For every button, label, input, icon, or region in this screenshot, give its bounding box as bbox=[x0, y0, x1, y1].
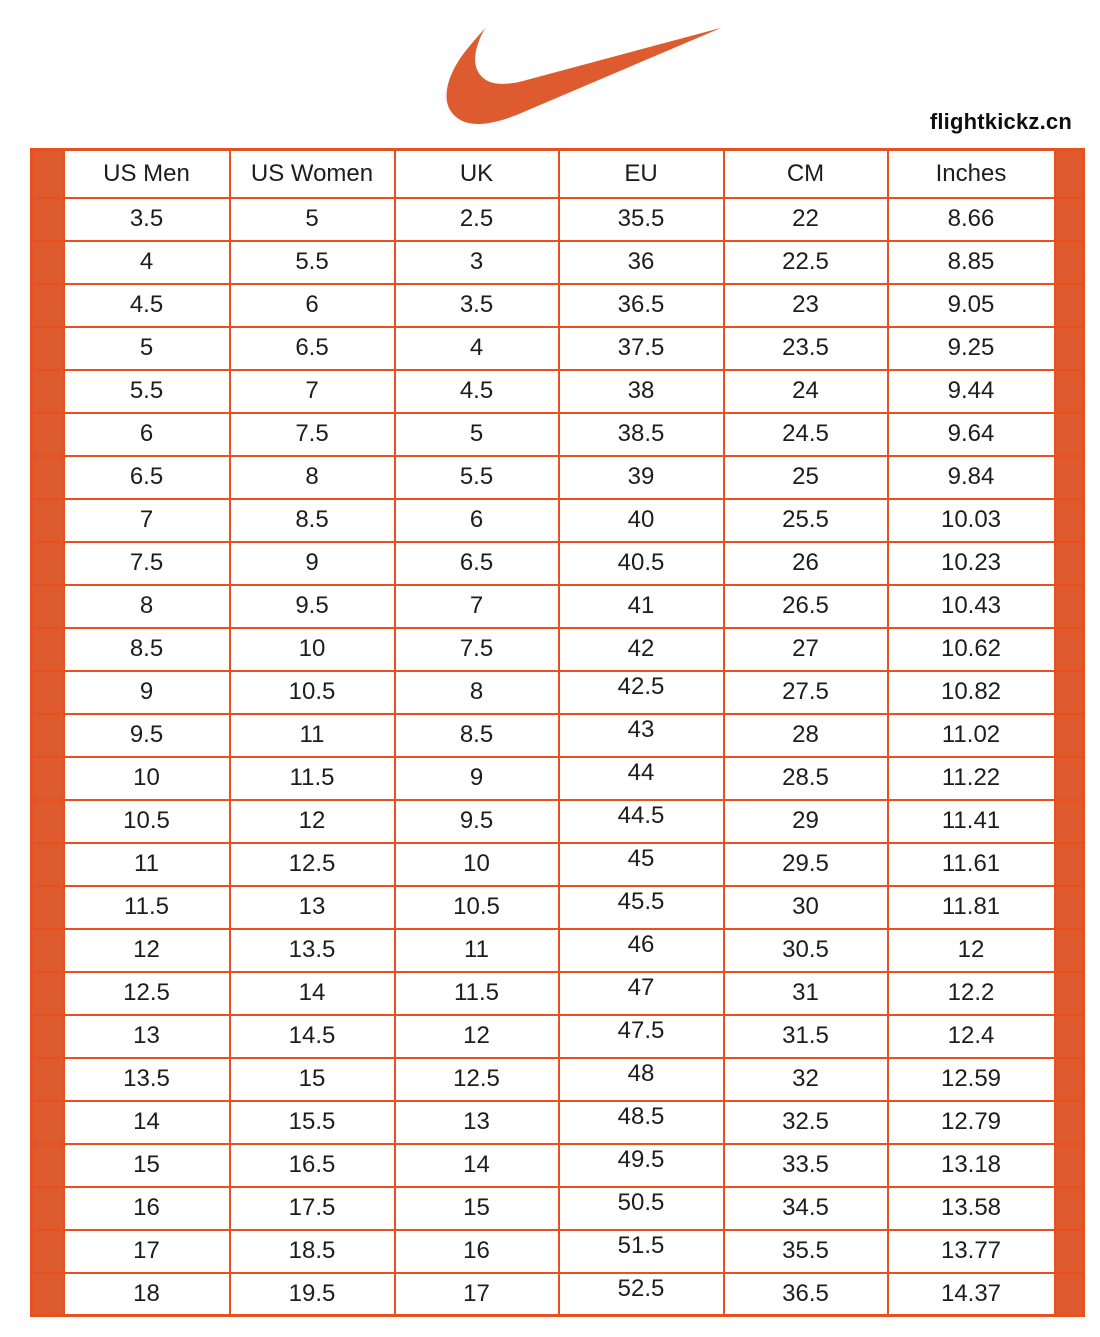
size-cell-us-women: 15.5 bbox=[230, 1101, 395, 1144]
size-cell-inches: 13.58 bbox=[888, 1187, 1055, 1230]
size-cell-us-men: 13.5 bbox=[64, 1058, 230, 1101]
size-cell-cm: 30 bbox=[724, 886, 888, 929]
size-cell-us-men: 6 bbox=[64, 413, 230, 456]
size-cell-eu: 35.5 bbox=[559, 198, 724, 241]
size-cell-cm: 35.5 bbox=[724, 1230, 888, 1273]
size-cell-cm: 22 bbox=[724, 198, 888, 241]
size-cell-uk: 11.5 bbox=[395, 972, 559, 1015]
size-cell-inches: 13.18 bbox=[888, 1144, 1055, 1187]
size-cell-us-women: 16.5 bbox=[230, 1144, 395, 1187]
size-cell-cm: 23.5 bbox=[724, 327, 888, 370]
size-cell-us-men: 17 bbox=[64, 1230, 230, 1273]
left-accent-bar-cell bbox=[32, 370, 64, 413]
size-cell-inches: 12.4 bbox=[888, 1015, 1055, 1058]
left-accent-bar-cell bbox=[32, 1187, 64, 1230]
right-accent-bar-cell bbox=[1055, 284, 1084, 327]
size-cell-uk: 3 bbox=[395, 241, 559, 284]
size-row bbox=[32, 1144, 1084, 1187]
left-accent-bar bbox=[32, 150, 64, 198]
size-cell-inches: 9.05 bbox=[888, 284, 1055, 327]
size-cell-inches: 9.44 bbox=[888, 370, 1055, 413]
size-cell-us-women: 12.5 bbox=[230, 843, 395, 886]
size-cell-uk: 8.5 bbox=[395, 714, 559, 757]
size-cell-cm: 27 bbox=[724, 628, 888, 671]
size-cell-cm: 22.5 bbox=[724, 241, 888, 284]
column-header-cm: CM bbox=[724, 150, 888, 198]
size-cell-cm: 31.5 bbox=[724, 1015, 888, 1058]
size-row bbox=[32, 241, 1084, 284]
left-accent-bar-cell bbox=[32, 1101, 64, 1144]
size-cell-uk: 16 bbox=[395, 1230, 559, 1273]
right-accent-bar-cell bbox=[1055, 413, 1084, 456]
size-cell-us-women: 6 bbox=[230, 284, 395, 327]
size-cell-uk: 8 bbox=[395, 671, 559, 714]
size-cell-us-men: 11.5 bbox=[64, 886, 230, 929]
size-cell-us-men: 12 bbox=[64, 929, 230, 972]
size-cell-us-women: 13 bbox=[230, 886, 395, 929]
size-row bbox=[32, 1015, 1084, 1058]
size-cell-us-women: 18.5 bbox=[230, 1230, 395, 1273]
size-cell-us-men: 13 bbox=[64, 1015, 230, 1058]
size-cell-uk: 15 bbox=[395, 1187, 559, 1230]
size-cell-eu: 51.5 bbox=[559, 1230, 724, 1273]
size-cell-inches: 8.66 bbox=[888, 198, 1055, 241]
left-accent-bar-cell bbox=[32, 1058, 64, 1101]
size-cell-eu: 49.5 bbox=[559, 1144, 724, 1187]
left-accent-bar-cell bbox=[32, 1230, 64, 1273]
right-accent-bar-cell bbox=[1055, 499, 1084, 542]
size-cell-inches: 11.61 bbox=[888, 843, 1055, 886]
size-cell-cm: 25.5 bbox=[724, 499, 888, 542]
size-cell-inches: 11.41 bbox=[888, 800, 1055, 843]
size-cell-eu: 37.5 bbox=[559, 327, 724, 370]
size-cell-eu: 42.5 bbox=[559, 671, 724, 714]
size-cell-uk: 6 bbox=[395, 499, 559, 542]
size-cell-uk: 10 bbox=[395, 843, 559, 886]
left-accent-bar-cell bbox=[32, 1015, 64, 1058]
left-accent-bar-cell bbox=[32, 284, 64, 327]
size-cell-cm: 27.5 bbox=[724, 671, 888, 714]
size-cell-us-women: 10 bbox=[230, 628, 395, 671]
size-cell-us-men: 12.5 bbox=[64, 972, 230, 1015]
size-row bbox=[32, 1273, 1084, 1316]
size-table-body bbox=[32, 198, 1084, 1316]
size-cell-us-men: 5.5 bbox=[64, 370, 230, 413]
size-cell-us-women: 8 bbox=[230, 456, 395, 499]
left-accent-bar-cell bbox=[32, 886, 64, 929]
size-cell-eu: 40 bbox=[559, 499, 724, 542]
size-cell-us-women: 11 bbox=[230, 714, 395, 757]
size-cell-cm: 26.5 bbox=[724, 585, 888, 628]
right-accent-bar-cell bbox=[1055, 628, 1084, 671]
size-cell-uk: 7.5 bbox=[395, 628, 559, 671]
left-accent-bar-cell bbox=[32, 241, 64, 284]
size-cell-cm: 28 bbox=[724, 714, 888, 757]
right-accent-bar-cell bbox=[1055, 972, 1084, 1015]
right-accent-bar-cell bbox=[1055, 1273, 1084, 1316]
size-cell-us-women: 13.5 bbox=[230, 929, 395, 972]
size-cell-uk: 5 bbox=[395, 413, 559, 456]
size-cell-eu: 45.5 bbox=[559, 886, 724, 929]
size-cell-cm: 29.5 bbox=[724, 843, 888, 886]
size-cell-cm: 34.5 bbox=[724, 1187, 888, 1230]
size-cell-us-women: 5 bbox=[230, 198, 395, 241]
left-accent-bar-cell bbox=[32, 456, 64, 499]
column-header-uk: UK bbox=[395, 150, 559, 198]
size-row bbox=[32, 198, 1084, 241]
size-cell-cm: 24 bbox=[724, 370, 888, 413]
size-row bbox=[32, 413, 1084, 456]
right-accent-bar-cell bbox=[1055, 929, 1084, 972]
size-cell-inches: 10.03 bbox=[888, 499, 1055, 542]
size-cell-inches: 11.02 bbox=[888, 714, 1055, 757]
size-cell-eu: 36 bbox=[559, 241, 724, 284]
size-cell-cm: 36.5 bbox=[724, 1273, 888, 1316]
size-cell-us-men: 11 bbox=[64, 843, 230, 886]
right-accent-bar-cell bbox=[1055, 1101, 1084, 1144]
size-cell-eu: 41 bbox=[559, 585, 724, 628]
right-accent-bar-cell bbox=[1055, 456, 1084, 499]
size-cell-us-men: 7.5 bbox=[64, 542, 230, 585]
left-accent-bar-cell bbox=[32, 714, 64, 757]
size-cell-eu: 43 bbox=[559, 714, 724, 757]
size-cell-us-men: 8.5 bbox=[64, 628, 230, 671]
size-cell-eu: 50.5 bbox=[559, 1187, 724, 1230]
right-accent-bar-cell bbox=[1055, 542, 1084, 585]
size-cell-cm: 33.5 bbox=[724, 1144, 888, 1187]
size-cell-inches: 12 bbox=[888, 929, 1055, 972]
size-cell-inches: 11.81 bbox=[888, 886, 1055, 929]
left-accent-bar-cell bbox=[32, 972, 64, 1015]
left-accent-bar-cell bbox=[32, 929, 64, 972]
size-cell-us-women: 11.5 bbox=[230, 757, 395, 800]
size-cell-uk: 11 bbox=[395, 929, 559, 972]
size-cell-cm: 32 bbox=[724, 1058, 888, 1101]
size-cell-uk: 5.5 bbox=[395, 456, 559, 499]
left-accent-bar-cell bbox=[32, 1144, 64, 1187]
size-row bbox=[32, 714, 1084, 757]
size-row bbox=[32, 843, 1084, 886]
size-row bbox=[32, 1101, 1084, 1144]
nike-swoosh-icon bbox=[446, 22, 722, 132]
size-cell-us-men: 16 bbox=[64, 1187, 230, 1230]
size-cell-us-women: 6.5 bbox=[230, 327, 395, 370]
size-cell-inches: 12.59 bbox=[888, 1058, 1055, 1101]
size-cell-inches: 10.23 bbox=[888, 542, 1055, 585]
size-cell-us-men: 6.5 bbox=[64, 456, 230, 499]
size-cell-us-women: 9 bbox=[230, 542, 395, 585]
right-accent-bar-cell bbox=[1055, 370, 1084, 413]
right-accent-bar-cell bbox=[1055, 714, 1084, 757]
right-accent-bar-cell bbox=[1055, 800, 1084, 843]
size-row bbox=[32, 542, 1084, 585]
size-row bbox=[32, 585, 1084, 628]
column-header-eu: EU bbox=[559, 150, 724, 198]
size-cell-us-women: 12 bbox=[230, 800, 395, 843]
size-cell-uk: 13 bbox=[395, 1101, 559, 1144]
size-cell-us-women: 9.5 bbox=[230, 585, 395, 628]
size-cell-us-men: 9 bbox=[64, 671, 230, 714]
right-accent-bar-cell bbox=[1055, 886, 1084, 929]
right-accent-bar-cell bbox=[1055, 1230, 1084, 1273]
size-cell-uk: 10.5 bbox=[395, 886, 559, 929]
size-row bbox=[32, 284, 1084, 327]
size-cell-inches: 12.2 bbox=[888, 972, 1055, 1015]
size-cell-eu: 52.5 bbox=[559, 1273, 724, 1316]
size-cell-eu: 44.5 bbox=[559, 800, 724, 843]
size-row bbox=[32, 929, 1084, 972]
size-cell-cm: 26 bbox=[724, 542, 888, 585]
size-cell-us-women: 7.5 bbox=[230, 413, 395, 456]
size-cell-us-men: 7 bbox=[64, 499, 230, 542]
size-cell-eu: 46 bbox=[559, 929, 724, 972]
size-cell-cm: 29 bbox=[724, 800, 888, 843]
size-cell-uk: 17 bbox=[395, 1273, 559, 1316]
size-cell-cm: 25 bbox=[724, 456, 888, 499]
size-cell-inches: 9.25 bbox=[888, 327, 1055, 370]
size-cell-us-women: 5.5 bbox=[230, 241, 395, 284]
size-cell-us-women: 14 bbox=[230, 972, 395, 1015]
size-cell-uk: 4 bbox=[395, 327, 559, 370]
size-cell-us-women: 8.5 bbox=[230, 499, 395, 542]
size-cell-eu: 47 bbox=[559, 972, 724, 1015]
size-cell-eu: 38 bbox=[559, 370, 724, 413]
size-cell-us-men: 15 bbox=[64, 1144, 230, 1187]
size-cell-us-men: 18 bbox=[64, 1273, 230, 1316]
left-accent-bar-cell bbox=[32, 499, 64, 542]
right-accent-bar-cell bbox=[1055, 327, 1084, 370]
size-cell-us-men: 5 bbox=[64, 327, 230, 370]
right-accent-bar-cell bbox=[1055, 843, 1084, 886]
size-cell-us-women: 19.5 bbox=[230, 1273, 395, 1316]
size-cell-uk: 14 bbox=[395, 1144, 559, 1187]
right-accent-bar-cell bbox=[1055, 1015, 1084, 1058]
left-accent-bar-cell bbox=[32, 327, 64, 370]
size-cell-inches: 9.84 bbox=[888, 456, 1055, 499]
size-cell-inches: 8.85 bbox=[888, 241, 1055, 284]
size-cell-cm: 24.5 bbox=[724, 413, 888, 456]
column-header-inches: Inches bbox=[888, 150, 1055, 198]
right-accent-bar-cell bbox=[1055, 1144, 1084, 1187]
size-cell-inches: 14.37 bbox=[888, 1273, 1055, 1316]
size-cell-us-women: 10.5 bbox=[230, 671, 395, 714]
size-cell-eu: 48.5 bbox=[559, 1101, 724, 1144]
size-row bbox=[32, 370, 1084, 413]
right-accent-bar-cell bbox=[1055, 1187, 1084, 1230]
size-cell-uk: 4.5 bbox=[395, 370, 559, 413]
size-cell-eu: 44 bbox=[559, 757, 724, 800]
size-cell-inches: 10.62 bbox=[888, 628, 1055, 671]
left-accent-bar-cell bbox=[32, 198, 64, 241]
size-row bbox=[32, 499, 1084, 542]
size-cell-eu: 48 bbox=[559, 1058, 724, 1101]
size-cell-eu: 36.5 bbox=[559, 284, 724, 327]
size-cell-eu: 42 bbox=[559, 628, 724, 671]
left-accent-bar-cell bbox=[32, 628, 64, 671]
size-row bbox=[32, 628, 1084, 671]
size-cell-us-women: 17.5 bbox=[230, 1187, 395, 1230]
size-row bbox=[32, 972, 1084, 1015]
size-row bbox=[32, 800, 1084, 843]
size-cell-us-women: 14.5 bbox=[230, 1015, 395, 1058]
size-row bbox=[32, 757, 1084, 800]
size-cell-cm: 23 bbox=[724, 284, 888, 327]
size-conversion-table bbox=[30, 148, 1085, 1317]
size-cell-us-men: 10.5 bbox=[64, 800, 230, 843]
header-row bbox=[32, 150, 1084, 198]
size-row bbox=[32, 1230, 1084, 1273]
right-accent-bar-cell bbox=[1055, 671, 1084, 714]
left-accent-bar-cell bbox=[32, 757, 64, 800]
size-cell-eu: 39 bbox=[559, 456, 724, 499]
left-accent-bar-cell bbox=[32, 800, 64, 843]
right-accent-bar-cell bbox=[1055, 585, 1084, 628]
left-accent-bar-cell bbox=[32, 542, 64, 585]
right-accent-bar-cell bbox=[1055, 1058, 1084, 1101]
size-row bbox=[32, 1187, 1084, 1230]
size-cell-inches: 10.82 bbox=[888, 671, 1055, 714]
size-cell-inches: 11.22 bbox=[888, 757, 1055, 800]
size-cell-inches: 10.43 bbox=[888, 585, 1055, 628]
size-row bbox=[32, 671, 1084, 714]
size-cell-inches: 12.79 bbox=[888, 1101, 1055, 1144]
size-cell-uk: 12.5 bbox=[395, 1058, 559, 1101]
size-cell-uk: 7 bbox=[395, 585, 559, 628]
size-cell-us-men: 10 bbox=[64, 757, 230, 800]
size-row bbox=[32, 456, 1084, 499]
size-row bbox=[32, 886, 1084, 929]
right-accent-bar-cell bbox=[1055, 757, 1084, 800]
column-header-us-men: US Men bbox=[64, 150, 230, 198]
size-cell-us-women: 15 bbox=[230, 1058, 395, 1101]
right-accent-bar-cell bbox=[1055, 241, 1084, 284]
size-cell-uk: 9 bbox=[395, 757, 559, 800]
right-accent-bar bbox=[1055, 150, 1084, 198]
left-accent-bar-cell bbox=[32, 585, 64, 628]
size-cell-us-men: 4 bbox=[64, 241, 230, 284]
right-accent-bar-cell bbox=[1055, 198, 1084, 241]
size-cell-cm: 28.5 bbox=[724, 757, 888, 800]
nike-logo bbox=[446, 22, 722, 132]
column-header-us-women: US Women bbox=[230, 150, 395, 198]
size-cell-cm: 31 bbox=[724, 972, 888, 1015]
size-row bbox=[32, 1058, 1084, 1101]
size-cell-eu: 45 bbox=[559, 843, 724, 886]
size-cell-uk: 3.5 bbox=[395, 284, 559, 327]
size-cell-us-men: 9.5 bbox=[64, 714, 230, 757]
size-cell-inches: 13.77 bbox=[888, 1230, 1055, 1273]
size-cell-uk: 6.5 bbox=[395, 542, 559, 585]
size-row bbox=[32, 327, 1084, 370]
size-cell-eu: 40.5 bbox=[559, 542, 724, 585]
size-cell-eu: 38.5 bbox=[559, 413, 724, 456]
size-cell-inches: 9.64 bbox=[888, 413, 1055, 456]
left-accent-bar-cell bbox=[32, 1273, 64, 1316]
site-watermark: flightkickz.cn bbox=[929, 109, 1072, 134]
size-cell-uk: 12 bbox=[395, 1015, 559, 1058]
size-cell-eu: 47.5 bbox=[559, 1015, 724, 1058]
left-accent-bar-cell bbox=[32, 671, 64, 714]
size-cell-us-men: 8 bbox=[64, 585, 230, 628]
size-cell-cm: 30.5 bbox=[724, 929, 888, 972]
size-cell-uk: 2.5 bbox=[395, 198, 559, 241]
size-cell-cm: 32.5 bbox=[724, 1101, 888, 1144]
size-cell-uk: 9.5 bbox=[395, 800, 559, 843]
left-accent-bar-cell bbox=[32, 843, 64, 886]
size-cell-us-women: 7 bbox=[230, 370, 395, 413]
size-cell-us-men: 3.5 bbox=[64, 198, 230, 241]
left-accent-bar-cell bbox=[32, 413, 64, 456]
size-cell-us-men: 4.5 bbox=[64, 284, 230, 327]
size-cell-us-men: 14 bbox=[64, 1101, 230, 1144]
